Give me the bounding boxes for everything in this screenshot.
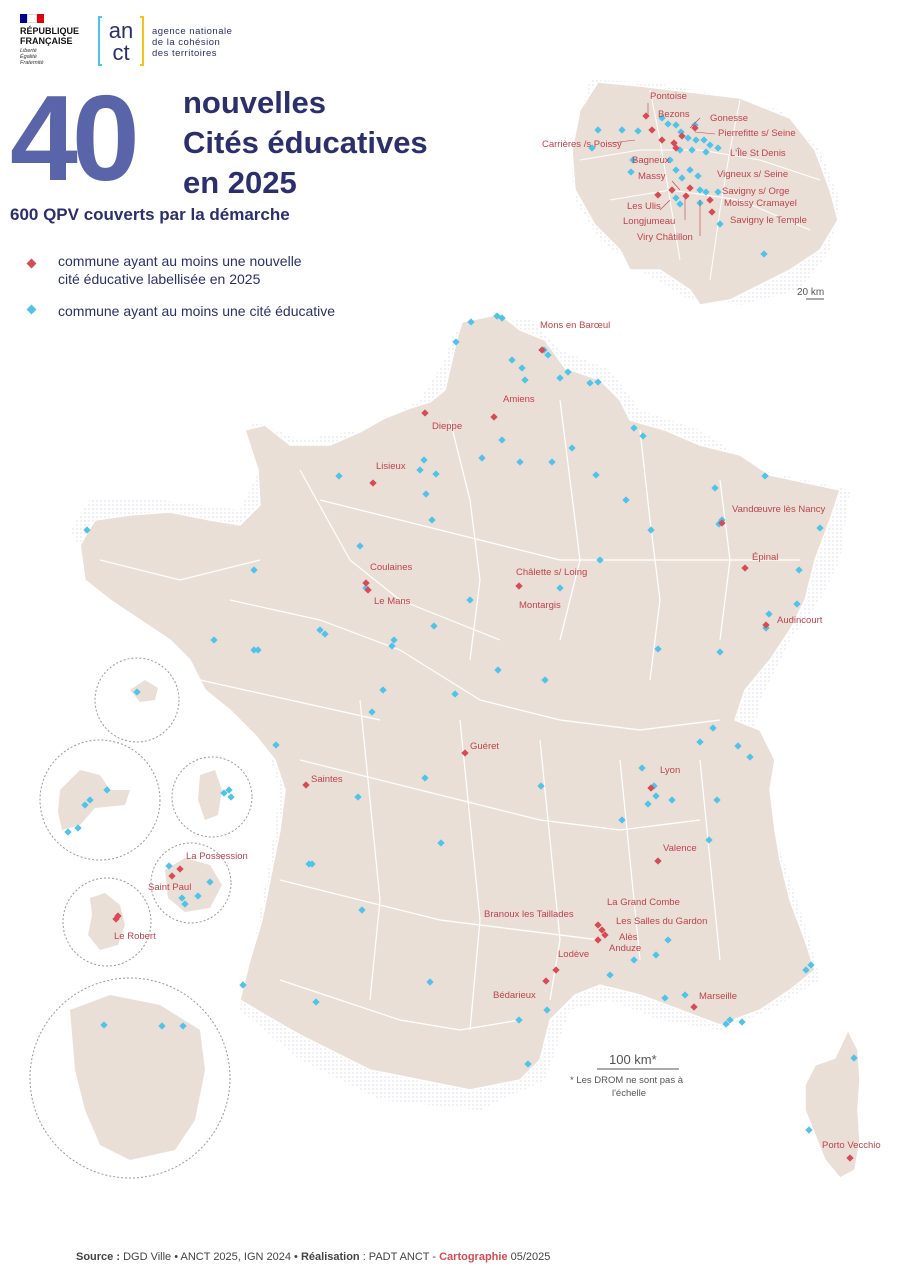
drom-insets <box>30 658 252 1178</box>
source-label: Source : <box>76 1251 121 1263</box>
label-pontoise: Pontoise <box>650 91 687 102</box>
label-bedarieux: Bédarieux <box>493 990 536 1001</box>
label-ales: Alès <box>619 932 638 943</box>
label-valence: Valence <box>663 843 697 854</box>
label-la-possession: La Possession <box>186 851 248 862</box>
big-number: 40 <box>10 70 134 206</box>
label-vandoeuvre: Vandœuvre lès Nancy <box>732 504 826 515</box>
label-bagneux: Bagneux <box>632 155 670 166</box>
label-epinal: Épinal <box>752 552 779 563</box>
label-audincourt: Audincourt <box>777 615 823 626</box>
motto-fraternite: Fraternité <box>20 60 44 66</box>
label-anduze: Anduze <box>609 943 642 954</box>
anct-line-3: des territoires <box>152 48 218 59</box>
label-lisieux: Lisieux <box>376 461 406 472</box>
label-bezons: Bezons <box>658 109 690 120</box>
legend-existing-text: commune ayant au moins une cité éducative <box>58 303 336 319</box>
title-line-2: Cités éducatives <box>183 125 428 160</box>
cartographie-label: Cartographie <box>439 1251 508 1263</box>
title-line-3: en 2025 <box>183 165 297 200</box>
label-les-salles: Les Salles du Gardon <box>616 916 708 927</box>
source-date: 05/2025 <box>507 1251 551 1263</box>
subtitle: 600 QPV couverts par la démarche <box>10 205 290 224</box>
anct-line-1: agence nationale <box>152 26 233 37</box>
idf-scale <box>797 287 824 299</box>
source-line <box>76 1251 550 1263</box>
label-savigny-orge: Savigny s/ Orge <box>722 186 790 197</box>
label-carrieres: Carrières /s Poissy <box>542 139 622 150</box>
scale-note-1: * Les DROM ne sont pas à <box>570 1075 683 1086</box>
motto-liberte: Liberté <box>20 48 37 54</box>
realisation-label: Réalisation <box>300 1251 360 1263</box>
svg-text:ct: ct <box>112 40 130 65</box>
label-marseille: Marseille <box>699 991 738 1002</box>
scale-note-2: l'échelle <box>612 1088 647 1099</box>
label-les-ulis: Les Ulis <box>627 201 661 212</box>
main-scale <box>570 1052 684 1099</box>
label-vigneux: Vigneux s/ Seine <box>717 169 789 180</box>
corsica-land <box>805 1030 860 1178</box>
label-lodeve: Lodève <box>558 949 590 960</box>
label-dieppe: Dieppe <box>432 421 463 432</box>
realisation-text: : PADT ANCT - <box>359 1251 440 1263</box>
label-viry: Viry Châtillon <box>637 232 693 243</box>
svg-text:an: an <box>108 18 134 43</box>
label-lyon: Lyon <box>660 765 681 776</box>
label-savigny-temple: Savigny le Temple <box>730 215 807 226</box>
label-le-mans: Le Mans <box>374 596 411 607</box>
legend-new-line-2: cité éducative labellisée en 2025 <box>58 271 261 287</box>
label-massy: Massy <box>638 171 666 182</box>
label-saintes: Saintes <box>311 774 343 785</box>
label-porto-vecchio: Porto Vecchio <box>822 1140 881 1151</box>
martinique-circle <box>95 658 179 742</box>
label-mons: Mons en Barœul <box>540 320 611 331</box>
label-gueret: Guéret <box>470 741 500 752</box>
label-longjumeau: Longjumeau <box>623 216 676 227</box>
label-gonesse: Gonesse <box>710 113 749 124</box>
label-moissy: Moissy Cramayel <box>724 198 797 209</box>
label-amiens: Amiens <box>503 394 535 405</box>
label-montargis: Montargis <box>519 600 561 611</box>
francaise-line: FRANÇAISE <box>20 36 73 46</box>
motto-egalite: Égalité <box>20 54 37 60</box>
label-le-robert: Le Robert <box>114 931 156 942</box>
label-coulaines: Coulaines <box>370 562 413 573</box>
label-ile-st-denis: L'Île St Denis <box>730 148 786 159</box>
anct-line-2: de la cohésion <box>152 37 221 48</box>
main-scale-label: 100 km* <box>609 1052 657 1067</box>
legend-new-line-1: commune ayant au moins une nouvelle <box>58 253 302 269</box>
label-la-grand-combe: La Grand Combe <box>607 897 680 908</box>
label-chalette: Châlette s/ Loing <box>516 567 588 578</box>
label-pierrefitte: Pierrefitte s/ Seine <box>718 128 796 139</box>
label-saint-paul: Saint Paul <box>148 882 192 893</box>
republique-line: RÉPUBLIQUE <box>20 26 80 36</box>
idf-scale-label: 20 km <box>797 287 825 298</box>
title-line-1: nouvelles <box>183 85 326 120</box>
source-text: DGD Ville • ANCT 2025, IGN 2024 • <box>120 1251 301 1263</box>
label-branoux: Branoux les Taillades <box>484 909 574 920</box>
